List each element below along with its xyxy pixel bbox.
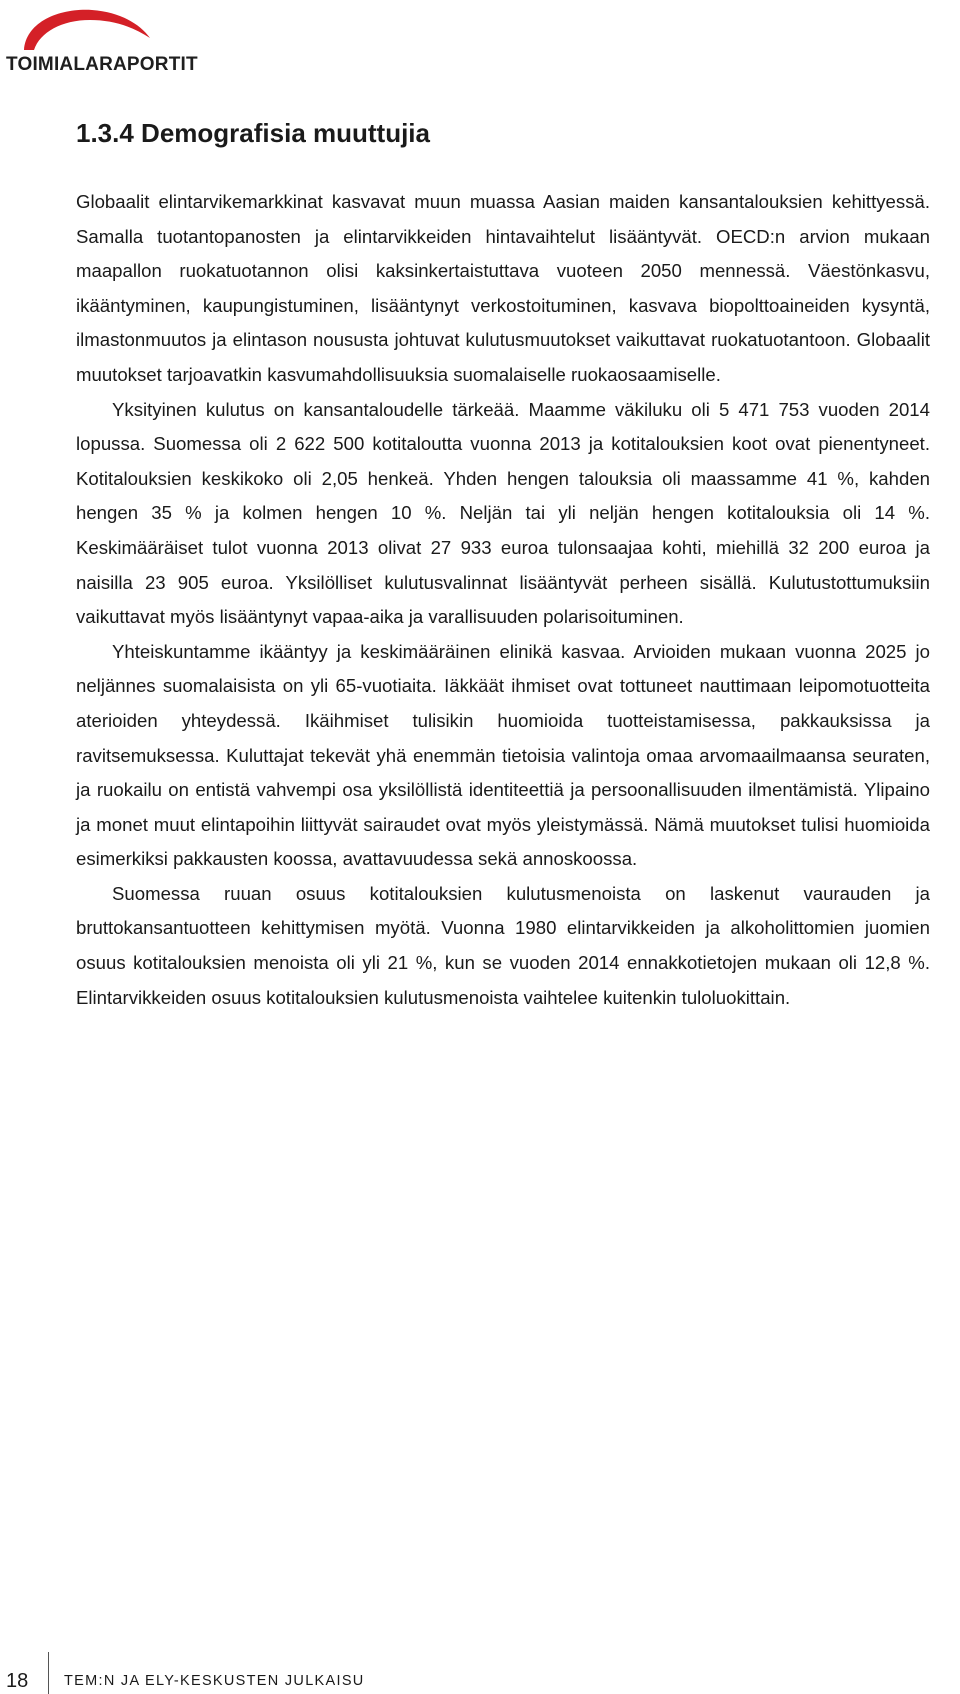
paragraph-private-consumption: Yksityinen kulutus on kansantaloudelle tärkeää. Maamme väkiluku oli 5 471 753 vuoden 2014 lopussa. Suomessa oli 2 622 500 kotitaloutta vuonna 2013 ja kotitalouksien koot ovat pienentyneet. Kotitalouksien keskikoko oli 2,05 henkeä. Yhden hengen talouksia oli maassamme 41 %, kahden hengen 35 % ja kolmen hengen 10 %. Neljän tai yli neljän hengen kotitalouksia oli 14 %. Keskimääräiset tulot vuonna 2013 olivat 27 933 euroa tulonsaajaa kohti, miehillä 32 200 euroa ja naisilla 23 905 euroa. Yksilölliset kulutusvalinnat lisääntyvät perheen sisällä. Kulutustottumuksiin vaikuttavat myös lisääntynyt vapaa-aika ja varallisuuden polarisoituminen.: [76, 398, 930, 628]
page-number: 18: [6, 1670, 29, 1692]
toimialaraportit-logo: [4, 4, 204, 74]
page-footer: [6, 1672, 606, 1694]
article-content: [76, 118, 930, 1015]
publication-name: TEM:N JA ELY-KESKUSTEN JULKAISU: [64, 1673, 365, 1689]
section-heading: 1.3.4 Demografisia muuttujia: [76, 118, 430, 148]
paragraph-ageing: Yhteiskuntamme ikääntyy ja keskimääräinen elinikä kasvaa. Arvioiden mukaan vuonna 2025 jo neljännes suomalaisista on yli 65-vuotiaita. Iäkkäät ihmiset ovat tottuneet nauttimaan leipomotuotteita aterioiden yhteydessä. Ikäihmiset tulisikin huomioida tuotteistamisessa, pakkauksissa ja ravitsemuksessa. Kuluttajat tekevät yhä enemmän tietoisia valintoja omaa arvomaailmaansa seuraten, ja ruokailu on entistä vahvempi osa yksilöllistä identiteettiä ja persoonallisuuden ilmentämistä. Ylipaino ja monet muut elintapoihin liittyvät sairaudet ovat myös yleistymässä. Nämä muutokset tulisi huomioida esimerkiksi pakkausten koossa, avattavuudessa sekä annoskoossa.: [76, 640, 930, 870]
logo-swoosh-icon: [4, 4, 204, 60]
footer-divider: [48, 1652, 49, 1694]
paragraph-food-share: Suomessa ruuan osuus kotitalouksien kulutusmenoista on laskenut vaurauden ja bruttokansantuotteen kehittymisen myötä. Vuonna 1980 elintarvikkeiden ja alkoholittomien juomien osuus kotitalouksien menoista oli yli 21 %, kun se vuoden 2014 ennakkotietojen mukaan oli 12,8 %. Elintarvikkeiden osuus kotitalouksien kulutusmenoista vaihtelee kuitenkin tuloluokittain.: [76, 882, 930, 1008]
paragraph-global-markets: Globaalit elintarvikemarkkinat kasvavat muun muassa Aasian maiden kansantalouksien kehittyessä. Samalla tuotantopanosten ja elintarvikkeiden hintavaihtelut lisääntyvät. OECD:n arvion mukaan maapallon ruokatuotannon olisi kaksinkertaistuttava vuoteen 2050 mennessä. Väestönkasvu, ikääntyminen, kaupungistuminen, lisääntynyt verkostoituminen, kasvava biopolttoaineiden kysyntä, ilmastonmuutos ja elintason noususta johtuvat kulutusmuutokset vaikuttavat ruokatuotantoon. Globaalit muutokset tarjoavatkin kasvumahdollisuuksia suomalaiselle ruokaosaamiselle.: [76, 191, 930, 385]
logo-text: TOIMIALARAPORTIT: [6, 54, 198, 75]
